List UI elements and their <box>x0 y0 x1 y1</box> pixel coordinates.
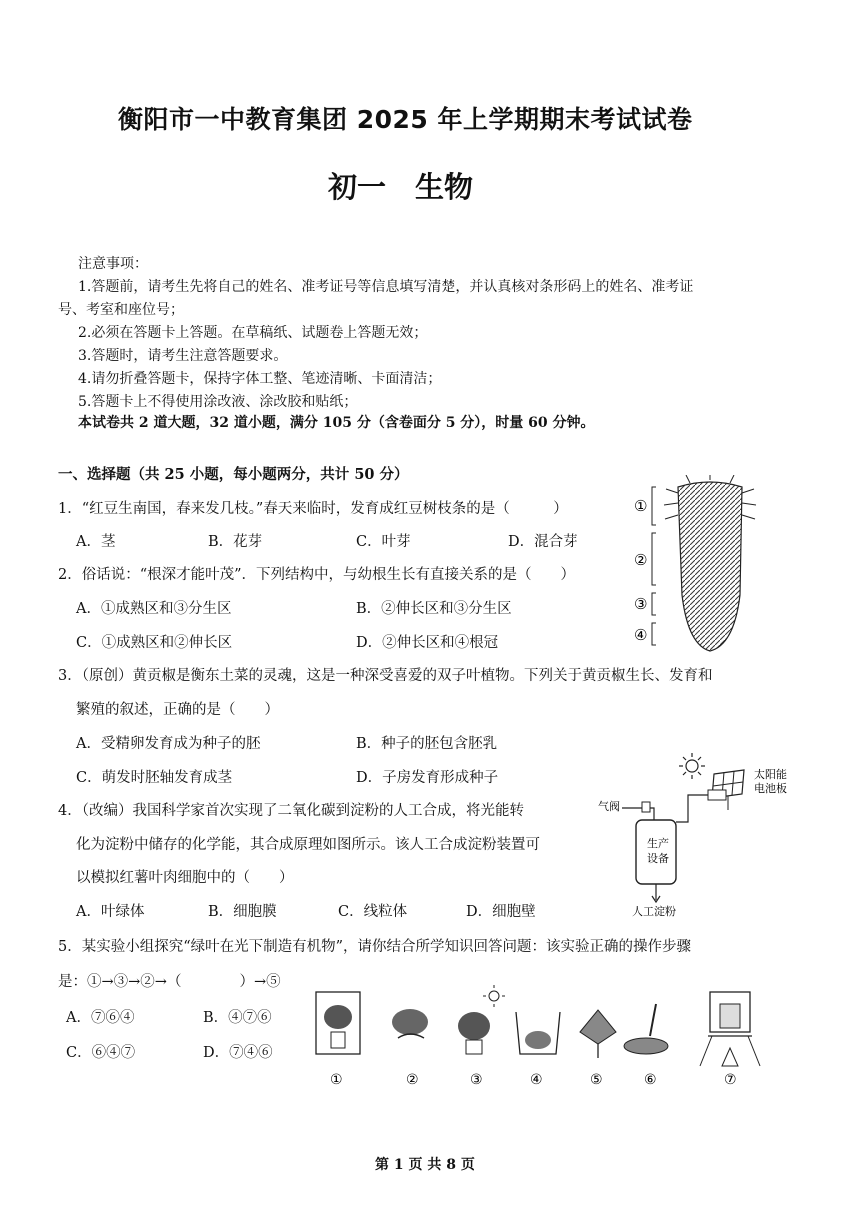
notice-item: 2.必须在答题卡上答题。在草稿纸、试题卷上答题无效； <box>78 325 428 341</box>
root-label: ① <box>634 497 648 515</box>
option: B．②伸长区和③分生区 <box>356 601 512 617</box>
option: A．茎 <box>76 534 116 550</box>
question-stem: 1．“红豆生南国，春来发几枝。”春天来临时，发育成红豆树枝条的是（ ） <box>58 501 568 517</box>
valve-icon <box>642 802 650 812</box>
option: C．⑥④⑦ <box>66 1045 136 1061</box>
starch-device-figure <box>596 752 796 917</box>
step-label: ⑦ <box>724 1072 737 1088</box>
option: D．细胞壁 <box>466 904 536 920</box>
question-stem: 3．（原创）黄贡椒是衡东土菜的灵魂，这是一种深受喜爱的双子叶植物。下列关于黄贡椒生长、发育和 <box>58 668 713 684</box>
root-label: ② <box>634 551 648 569</box>
page-title: 衡阳市一中教育集团 2025 年上学期期末考试试卷 <box>118 105 693 134</box>
notice-heading: 注意事项： <box>78 256 148 272</box>
option: B．花芽 <box>208 534 263 550</box>
question-stem-continued: 化为淀粉中储存的化学能，其合成原理如图所示。该人工合成淀粉装置可 <box>76 837 540 853</box>
root-tip-figure <box>630 475 780 655</box>
notice-item: 3.答题时，请考生注意答题要求。 <box>78 348 288 364</box>
section-heading: 一、选择题（共 25 小题，每小题两分，共计 50 分） <box>58 466 409 483</box>
option: B．④⑦⑥ <box>203 1010 272 1026</box>
option: D．混合芽 <box>508 534 578 550</box>
root-label: ④ <box>634 626 648 644</box>
notice-item: 1.答题前，请考生先将自己的姓名、准考证号等信息填写清楚，并认真核对条形码上的姓名、准考证 <box>78 279 694 295</box>
valve-label: 气阀 <box>598 800 620 813</box>
option: C．萌发时胚轴发育成茎 <box>76 770 233 786</box>
option: B．细胞膜 <box>208 904 277 920</box>
experiment-steps-figure <box>298 982 768 1097</box>
option: A．⑦⑥④ <box>66 1010 135 1026</box>
option: C．①成熟区和②伸长区 <box>76 635 233 651</box>
step-2-cover-leaf <box>392 1009 428 1038</box>
option: A．①成熟区和③分生区 <box>76 601 232 617</box>
root-label: ③ <box>634 595 648 613</box>
page-number: 第 1 页 共 8 页 <box>375 1157 475 1173</box>
step-1-dark-treatment <box>316 992 360 1054</box>
root-tip-shape <box>678 482 742 651</box>
step-6-iodine-drop <box>624 1004 668 1054</box>
notice-summary: 本试卷共 2 道大题，32 道小题，满分 105 分（含卷面分 5 分），时量 60 分钟。 <box>78 415 595 431</box>
option: C．线粒体 <box>338 904 408 920</box>
question-stem: 4．（改编）我国科学家首次实现了二氧化碳到淀粉的人工合成，将光能转 <box>58 803 524 819</box>
option: C．叶芽 <box>356 534 411 550</box>
step-label: ③ <box>470 1072 483 1088</box>
question-stem-continued: 以模拟红薯叶肉细胞中的（ ） <box>76 870 294 886</box>
question-stem-continued: 繁殖的叙述，正确的是（ ） <box>76 702 279 718</box>
step-7-water-bath <box>700 992 760 1066</box>
question-stem: 2．俗话说：“根深才能叶茂”．下列结构中，与幼根生长有直接关系的是（ ） <box>58 567 576 583</box>
device-label: 生产 <box>647 837 669 850</box>
step-label: ④ <box>530 1072 543 1088</box>
battery-icon <box>708 790 726 800</box>
step-3-light-exposure <box>458 985 505 1054</box>
question-stem-continued: 是：①→③→②→（ ）→⑤ <box>58 974 281 990</box>
option: A．叶绿体 <box>76 904 145 920</box>
option: B．种子的胚包含胚乳 <box>356 736 498 752</box>
output-label: 人工淀粉 <box>632 905 676 917</box>
option: D．②伸长区和④根冠 <box>356 635 499 651</box>
notice-item: 号、考室和座位号； <box>58 302 184 318</box>
step-label: ① <box>330 1072 343 1088</box>
notice-item: 4.请勿折叠答题卡，保持字体工整、笔迹清晰、卡面清洁； <box>78 371 442 387</box>
step-label: ⑤ <box>590 1072 603 1088</box>
option: D．⑦④⑥ <box>203 1045 273 1061</box>
sun-icon <box>679 753 705 779</box>
step-5-observe-leaf <box>580 1010 616 1058</box>
solar-label: 电池板 <box>754 782 787 795</box>
device-label: 设备 <box>647 852 669 865</box>
solar-label: 太阳能 <box>754 768 787 781</box>
question-stem: 5．某实验小组探究“绿叶在光下制造有机物”，请你结合所学知识回答问题：该实验正确的操作步骤 <box>58 939 692 955</box>
option: A．受精卵发育成为种子的胚 <box>76 736 261 752</box>
page-subtitle: 初一 生物 <box>328 170 474 204</box>
option: D．子房发育形成种子 <box>356 770 499 786</box>
step-label: ② <box>406 1072 419 1088</box>
step-label: ⑥ <box>644 1072 657 1088</box>
notice-item: 5.答题卡上不得使用涂改液、涂改胶和贴纸； <box>78 394 358 410</box>
step-4-beaker-rinse <box>516 1012 560 1054</box>
